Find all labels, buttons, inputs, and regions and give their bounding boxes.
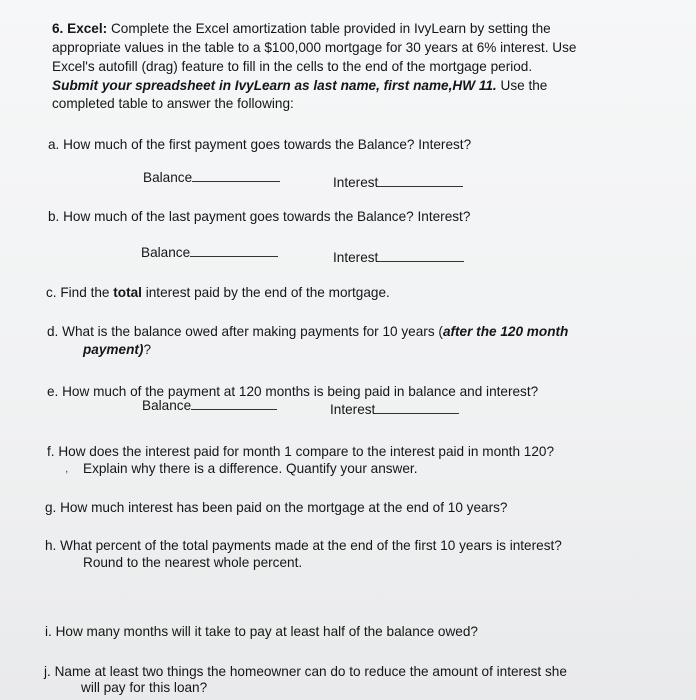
question-h-line-2: Round to the nearest whole percent. [83,555,303,570]
q6-line-4 [52,77,547,94]
stray-pen-mark: , [65,461,69,475]
question-c [46,284,390,301]
qe-interest-label: Interest [330,402,376,417]
qc-text-pre: c. Find the [46,285,114,300]
qd-text-italic-1: after the 120 month [442,324,569,339]
question-b: b. How much of the last payment goes towards the Balance? Interest? [48,209,471,224]
qa-balance-label: Balance [143,170,193,185]
qe-interest-field [330,401,459,418]
qe-interest-blank [375,401,459,414]
q6-label: Excel: [67,21,108,36]
question-j-line-1: j. Name at least two things the homeowner can do to reduce the amount of interest she [44,664,567,679]
qd-text-pre: d. What is the balance owed after making payments for 10 years ( [47,324,443,339]
q6-submit-instruction: Submit your spreadsheet in IvyLearn as last name, first name,HW 11. [52,78,497,93]
q6-number: 6. [52,21,64,36]
q6-line4-text: Use the [500,78,548,93]
question-d-line-2 [83,341,151,358]
qd-text-italic-2: payment) [83,342,144,357]
qc-text-bold: total [113,285,142,300]
question-f-line-1: f. How does the interest paid for month 1 compare to the interest paid in month 120? [47,444,555,459]
qa-balance-blank [192,169,280,182]
question-j-line-2: will pay for this loan? [81,680,208,695]
qe-balance-blank [191,397,277,410]
qc-text-post: interest paid by the end of the mortgage. [141,285,390,300]
qe-balance-field [142,397,277,414]
qa-balance-field [143,169,280,186]
q6-line1-text: Complete the Excel amortization table provided in IvyLearn by setting the [110,21,551,36]
question-e: e. How much of the payment at 120 months is being paid in balance and interest? [47,384,539,399]
qb-interest-label: Interest [333,250,379,265]
q6-line-5: completed table to answer the following: [52,96,294,111]
question-h-line-1: h. What percent of the total payments made at the end of the first 10 years is interest? [45,538,562,553]
question-f-line-2: Explain why there is a difference. Quantify your answer. [83,461,418,476]
question-i: i. How many months will it take to pay at least half of the balance owed? [45,624,478,639]
question-a: a. How much of the first payment goes towards the Balance? Interest? [48,137,472,152]
q6-line-2: appropriate values in the table to a $100,000 mortgage for 30 years at 6% interest. Use [52,40,577,55]
q6-line-3: Excel's autofill (drag) feature to fill in the cells to the end of the mortgage period. [52,59,533,74]
qa-interest-blank [378,174,463,187]
q6-line-1 [52,20,551,37]
qa-interest-label: Interest [333,175,379,190]
qb-balance-label: Balance [141,245,191,260]
qa-interest-field [333,174,463,191]
qb-balance-blank [190,244,278,257]
qb-interest-field [333,249,464,266]
question-d-line-1 [47,323,568,340]
qd-text-post: ? [143,342,151,357]
qb-interest-blank [378,249,464,262]
qe-balance-label: Balance [142,398,192,413]
question-g: g. How much interest has been paid on the mortgage at the end of 10 years? [45,500,508,515]
qb-balance-field [141,244,278,261]
